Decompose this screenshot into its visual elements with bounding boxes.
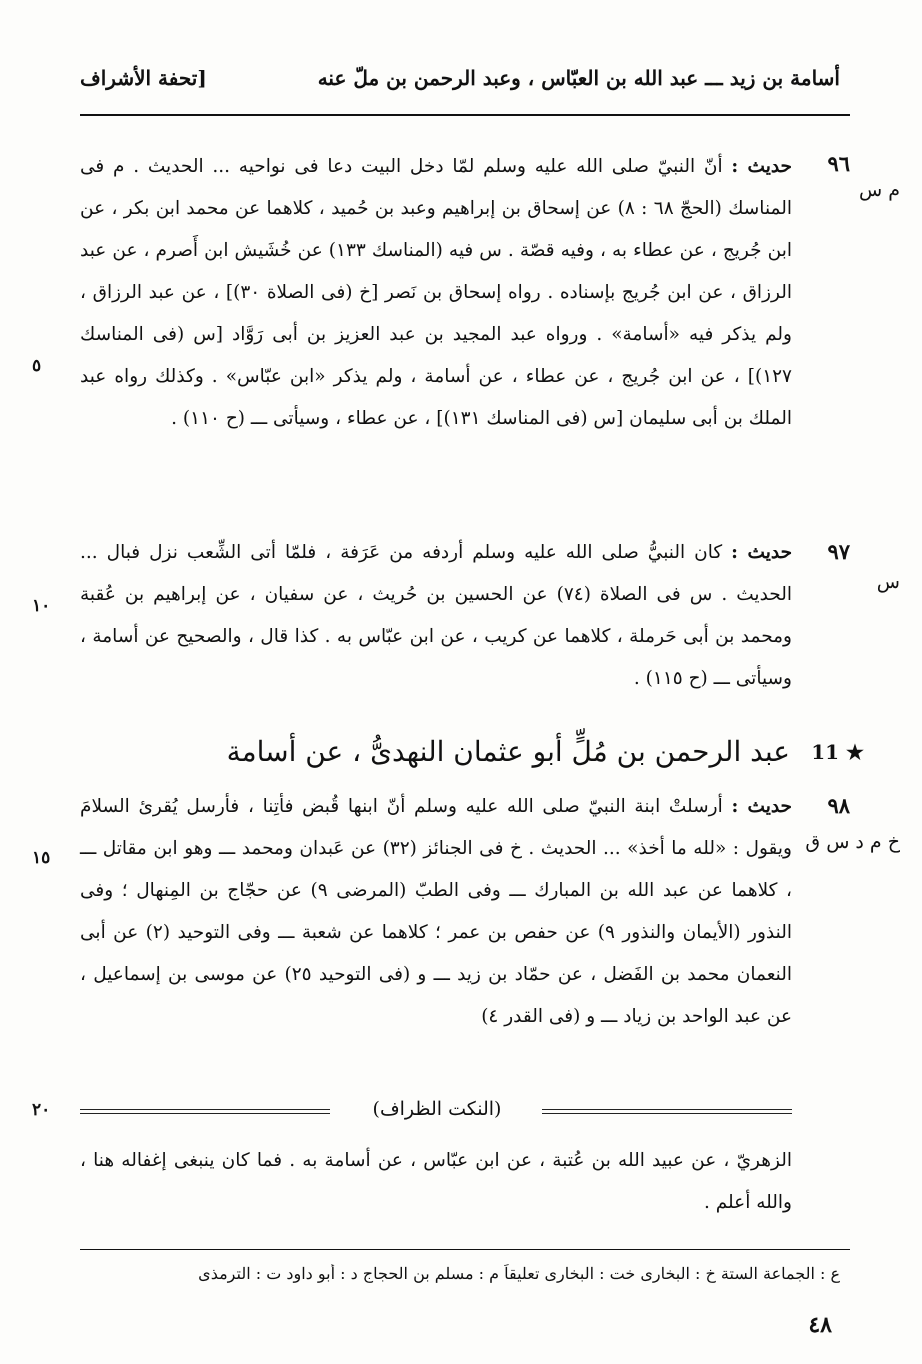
divider-line-right — [542, 1109, 792, 1114]
abbreviations-legend: ع : الجماعة الستة خ : البخارى خت : البخارى تعليقاً م : مسلم بن الحجاج د : أبو داود ت : الترمذى — [198, 1264, 840, 1283]
nukat-text: الزهريّ ، عن عبيد الله بن عُتبة ، عن ابن عبّاس ، عن أسامة به . فما كان ينبغى إغفاله هنا ، والله أعلم . — [80, 1150, 792, 1213]
running-title: أسامة بن زيد ـــ عبد الله بن العبّاس ، وعبد الرحمن بن ملّ عنه — [317, 66, 840, 90]
entry-text-96 — [80, 146, 792, 526]
nukat-divider — [80, 1096, 792, 1124]
entry-lead: حديث : — [731, 796, 792, 817]
entry-number-97: ٩٧ — [827, 539, 850, 564]
line-number-10: ١٠ — [32, 596, 51, 616]
nukat-title: (النكت الظراف) — [372, 1098, 502, 1120]
entry-sigla-96: م س — [859, 179, 900, 201]
entry-lead: حديث : — [731, 542, 793, 563]
line-number-15: ١٥ — [32, 848, 51, 868]
entry-body: كان النبيُّ صلى الله عليه وسلم أردفه من عَرَفة ، فلمّا أتى الشِّعب نزل فبال ... الحديث . س فى الصلاة (٧٤) عن الحسين بن حُريث ، عن سفيان ، عن إبراهيم بن عُقبة ومحمد بن أبى حَرملة ، كلاهما عن كريب ، عن ابن عبّاس به . كذا قال ، والصحيح عن أسامة ، وسيأتى ـــ (ح ١١٥) . — [80, 542, 792, 689]
entry-number-96: ٩٦ — [827, 151, 850, 176]
page-number: ٤٨ — [808, 1312, 832, 1338]
line-number-20: ٢٠ — [32, 1100, 51, 1120]
entry-text-98 — [80, 786, 792, 1086]
entry-sigla-98: خ م د س ق — [805, 831, 900, 853]
header-rule — [80, 114, 850, 116]
footer-rule — [80, 1249, 850, 1250]
section-heading: عبد الرحمن بن مُلٍّ أبو عثمان النهدىُّ ، عن أسامة — [226, 735, 790, 768]
divider-line-left — [80, 1109, 330, 1114]
section-number: 11 ★ — [811, 740, 864, 764]
entry-body: أرسلتْ ابنة النبيّ صلى الله عليه وسلم أنّ ابنها قُبض فأتِنا ، فأرسل يُقرئ السلامَ ويقول : «لله ما أخذ» ... الحديث . خ فى الجنائز (٣٢) عن عَبدان ومحمد ـــ وهو ابن مقاتل ـــ ، كلاهما عن عبد الله بن المبارك ـــ وفى الطبّ (المرضى ٩) عن حجّاج بن المِنهال ؛ وفى النذور (الأيمان والنذور ٩) عن حفص بن عمر ؛ كلاهما عن شعبة ـــ وفى التوحيد (٢) عن أبى النعمان محمد بن الفَضل ، عن حمّاد بن زيد ـــ و (فى التوحيد ٢٥) عن موسى بن إسماعيل ، عن عبد الواحد بن زياد ـــ و (فى القدر ٤) — [80, 796, 792, 1027]
entry-number-98: ٩٨ — [827, 793, 850, 818]
book-title: [تحفة الأشراف — [80, 66, 207, 90]
line-number-5: ٥ — [32, 356, 42, 376]
entry-body: أنّ النبيّ صلى الله عليه وسلم لمّا دخل البيت دعا فى نواحيه ... الحديث . م فى المناسك (الحجّ ٦٨ : ٨) عن إسحاق بن إبراهيم وعبد بن حُميد ، كلاهما عن محمد ابن بكر ، عن ابن جُريج ، عن عطاء به ، وفيه قصّة . س فيه (المناسك ١٣٣) عن خُشَيش ابن أَصرم ، عن عبد الرزاق ، عن ابن جُريج بإسناده . رواه إسحاق بن نَصر [خ (فى الصلاة ٣٠)] ، عن عبد الرزاق ، ولم يذكر فيه «أسامة» . ورواه عبد المجيد بن عبد العزيز بن أبى رَوَّاد [س (فى المناسك ١٢٧)] ، عن ابن جُريج ، عن عطاء ، عن أسامة ، ولم يذكر «ابن عبّاس» . وكذلك رواه عبد الملك بن أبى سليمان [س (فى المناسك ١٣١)] ، عن عطاء ، وسيأتى ـــ (ح ١١٠) . — [80, 156, 792, 429]
entry-lead: حديث : — [731, 156, 792, 177]
entry-text-97 — [80, 532, 792, 712]
entry-sigla-97: س — [876, 571, 900, 593]
